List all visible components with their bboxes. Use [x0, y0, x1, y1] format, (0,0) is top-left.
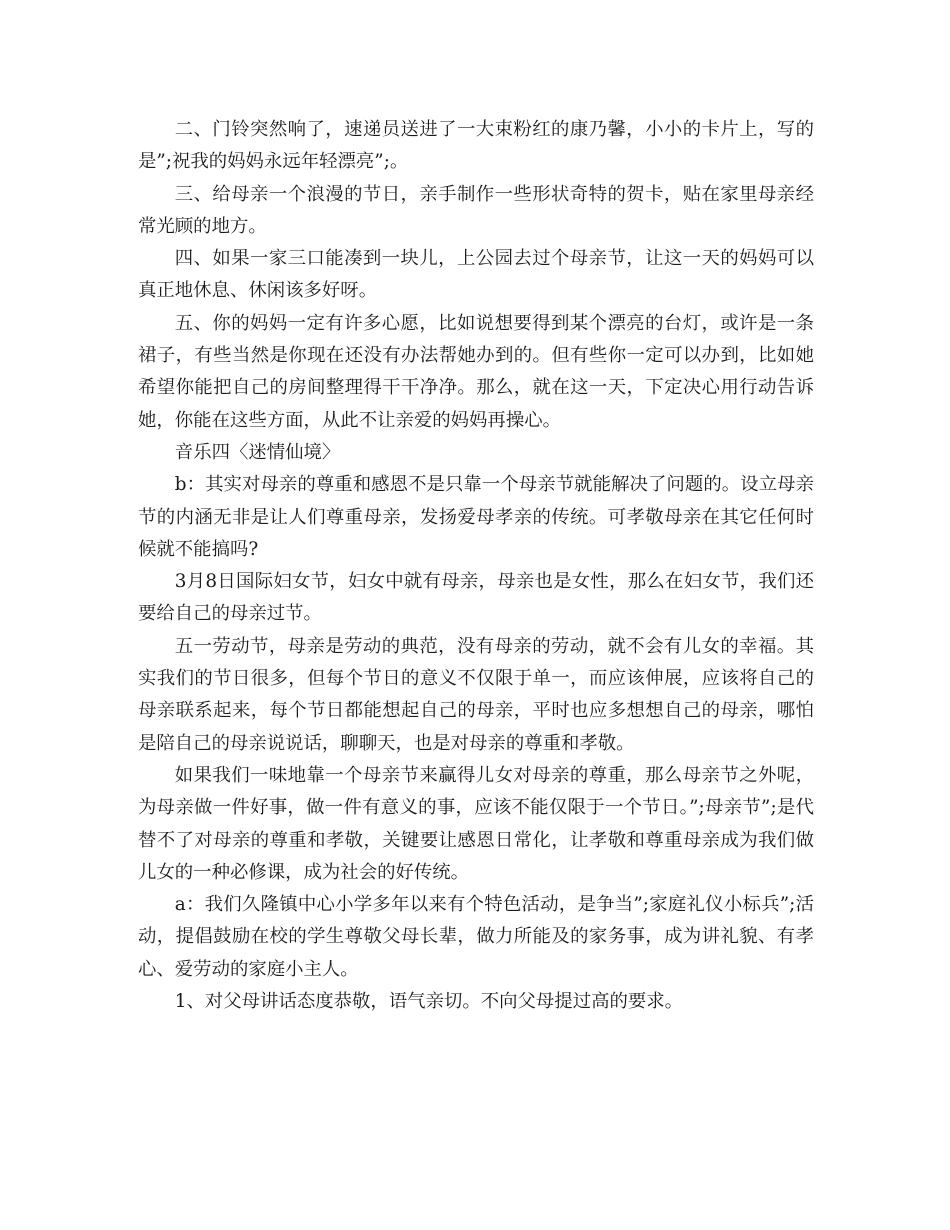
document-body: [138, 114, 814, 1018]
paragraph-doorbell: 二、门铃突然响了，速递员送进了一大束粉红的康乃馨，小小的卡片上，写的是”;祝我的妈妈永远年轻漂亮”;。: [138, 119, 814, 173]
paragraph-speaker-b: b：其实对母亲的尊重和感恩不是只靠一个母亲节就能解决了问题的。设立母亲节的内涵无非是让人们尊重母亲，发扬爱母孝亲的传统。可孝敬母亲在其它任何时候就不能搞吗?: [138, 474, 814, 560]
paragraph-respect: 如果我们一味地靠一个母亲节来赢得儿女对母亲的尊重，那么母亲节之外呢，为母亲做一件好事，做一件有意义的事，应该不能仅限于一个节日。”;母亲节”;是代替不了对母亲的尊重和孝敬，关键要让感恩日常化，让孝敬和尊重母亲成为我们做儿女的一种必修课，成为社会的好传统。: [138, 764, 814, 883]
paragraph-speaker-a: a：我们久隆镇中心小学多年以来有个特色活动，是争当”;家庭礼仪小标兵”;活动，提倡鼓励在校的学生尊敬父母长辈，做力所能及的家务事，成为讲礼貌、有孝心、爱劳动的家庭小主人。: [138, 894, 814, 980]
paragraph-labor-day: 五一劳动节，母亲是劳动的典范，没有母亲的劳动，就不会有儿女的幸福。其实我们的节日很多，但每个节日的意义不仅限于单一，而应该伸展，应该将自己的母亲联系起来，每个节日都能想起自己的母亲，平时也应多想想自己的母亲，哪怕是陪自己的母亲说说话，聊聊天，也是对母亲的尊重和孝敬。: [138, 635, 814, 754]
paragraph-mother-wishes: 五、你的妈妈一定有许多心愿，比如说想要得到某个漂亮的台灯，或许是一条裙子，有些当然是你现在还没有办法帮她办到的。但有些你一定可以办到，比如她希望你能把自己的房间整理得干干净净。那么，就在这一天，下定决心用行动告诉她，你能在这些方面，从此不让亲爱的妈妈再操心。: [138, 312, 814, 431]
paragraph-womens-day: 3月8日国际妇女节，妇女中就有母亲，母亲也是女性，那么在妇女节，我们还要给自己的母亲过节。: [138, 571, 814, 625]
paragraph-rule-1: 1、对父母讲话态度恭敬，语气亲切。不向父母提过高的要求。: [174, 991, 684, 1013]
paragraph-park-outing: 四、如果一家三口能凑到一块儿，上公园去过个母亲节，让这一天的妈妈可以真正地休息、休闲该多好呀。: [138, 248, 814, 302]
paragraph-music-cue: 音乐四〈迷情仙境〉: [174, 441, 341, 463]
paragraph-greeting-card: 三、给母亲一个浪漫的节日，亲手制作一些形状奇特的贺卡，贴在家里母亲经常光顾的地方。: [138, 183, 814, 237]
